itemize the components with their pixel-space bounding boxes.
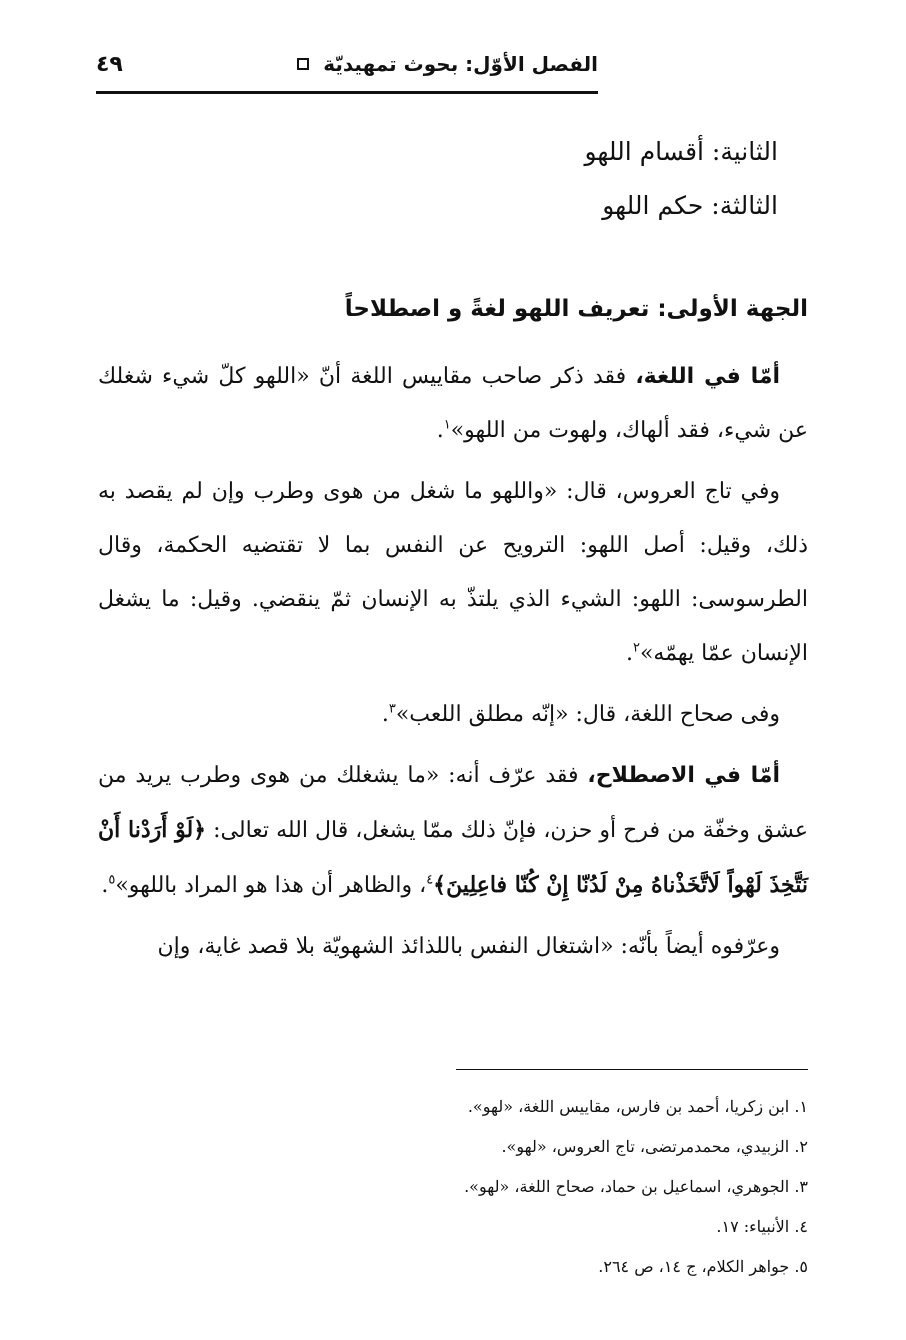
body-text [98,350,808,981]
footnote: ٥. جواهر الكلام، ج ١٤، ص ٢٦٤. [598,1257,808,1276]
paragraph-lead: أمّا في الاصطلاح، [587,763,780,788]
paragraph [98,749,808,913]
paragraph-text: وفي تاج العروس، قال: «واللهو ما شغل من هوى وطرب وإن لم يقصد به ذلك، وقيل: أصل اللهو: الترويح عن النفس بما لا تقتضيه الحكمة، وقال الطرسوسى: اللهو: الشيء الذي يلتذّ به الإنسان ثمّ ينقضي. وقيل: ما يشغل الإنسان عمّا يهمّه» [98,479,808,666]
paragraph-text: ، والظاهر أن هذا هو المراد باللهو» [115,873,427,898]
footnote: ٣. الجوهري، اسماعيل بن حماد، صحاح اللغة، «لهو». [464,1177,808,1196]
paragraph-tail: . [381,702,389,727]
paragraph [98,920,808,974]
footnote-separator [456,1069,808,1070]
subsection-item: الثانية: أقسام اللهو [584,137,778,166]
footnote-ref: ٣ [388,701,396,717]
subsection-list [584,125,778,233]
subsection-item: الثالثة: حكم اللهو [602,191,778,220]
footnote: ١. ابن زكريا، أحمد بن فارس، مقاييس اللغة، «لهو». [467,1097,808,1116]
paragraph-text: فقد ذكر صاحب مقاييس اللغة أنّ «اللهو كلّ شيء شغلك عن شيء، فقد ألهاك، ولهوت من اللهو» [98,364,808,443]
paragraph [98,350,808,458]
chapter-title: الفصل الأوّل: بحوث تمهيديّة [323,52,598,76]
paragraph-text: فقد عرّف أنه: «ما يشغلك من هوى وطرب يريد من عشق وخفّة من فرح أو حزن، فإنّ ذلك ممّا يشغل، قال الله تعالى: [98,763,809,843]
paragraph-tail: . [625,641,633,666]
square-separator-icon [297,58,309,70]
page-number: ٤٩ [96,51,123,77]
paragraph-tail: . [101,873,109,898]
quran-verse: ﴿لَوْ أَرَدْنا أَنْ نَتَّخِذَ لَهْواً لَاتَّخَذْناهُ مِنْ لَدُنّا إِنْ كُنّا فاعِلِينَ﴾ [98,817,808,898]
section-heading: الجهة الأولى: تعريف اللهو لغةً و اصطلاحاً [344,296,808,322]
paragraph-tail: . [436,418,444,443]
footnote-ref: ٤ [426,872,434,888]
paragraph [98,465,808,681]
footnote-ref: ٥ [108,872,116,888]
paragraph-lead: أمّا في اللغة، [635,364,780,389]
footnote-ref: ٢ [632,640,640,656]
paragraph-text: وفى صحاح اللغة، قال: «إنّه مطلق اللعب» [395,702,780,727]
footnote-ref: ١ [443,417,451,433]
running-header [96,44,598,84]
header-rule [96,91,598,94]
footnote: ٤. الأنبياء: ١٧. [716,1217,808,1236]
paragraph-text: وعرّفوه أيضاً بأنّه: «اشتغال النفس باللذائذ الشهويّة بلا قصد غاية، وإن [157,934,780,959]
paragraph [98,688,808,742]
footnotes [464,1087,808,1287]
footnote: ٢. الزبيدي، محمدمرتضى، تاج العروس، «لهو». [501,1137,808,1156]
